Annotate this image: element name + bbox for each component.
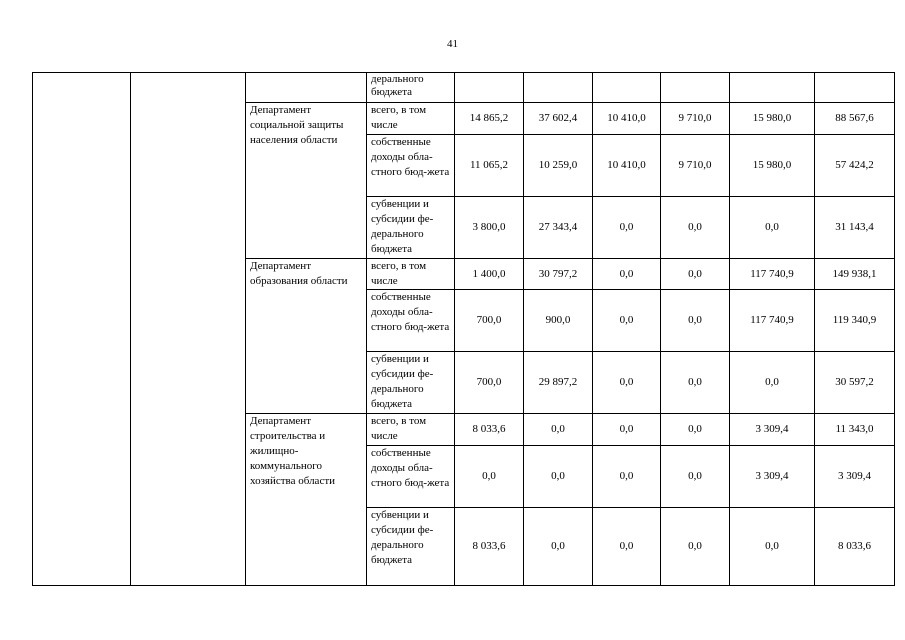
table-row [33, 73, 895, 103]
value-cell [730, 73, 815, 103]
funding-type-cell: собственные доходы обла-стного бюд-жета [367, 290, 455, 352]
value-cell: 0,0 [593, 290, 661, 352]
value-cell: 0,0 [524, 414, 593, 446]
value-cell: 10 410,0 [593, 103, 661, 135]
value-cell: 0,0 [593, 508, 661, 586]
value-cell: 0,0 [524, 508, 593, 586]
value-cell: 3 800,0 [455, 197, 524, 259]
funding-type-cell: всего, в том числе [367, 414, 455, 446]
value-cell: 37 602,4 [524, 103, 593, 135]
value-cell: 0,0 [593, 414, 661, 446]
value-cell: 900,0 [524, 290, 593, 352]
value-cell: 10 410,0 [593, 135, 661, 197]
value-cell: 0,0 [593, 352, 661, 414]
department-name-cell: Департамент социальной защиты населения области [246, 103, 367, 259]
value-cell: 11 065,2 [455, 135, 524, 197]
value-cell: 700,0 [455, 352, 524, 414]
value-cell: 0,0 [593, 446, 661, 508]
value-cell: 0,0 [730, 508, 815, 586]
value-cell: 3 309,4 [730, 446, 815, 508]
value-cell: 3 309,4 [730, 414, 815, 446]
funding-type-cell: собственные доходы обла-стного бюд-жета [367, 135, 455, 197]
funding-type-cell: субвенции и субсидии фе-дерального бюджета [367, 352, 455, 414]
funding-type-cell: субвенции и субсидии фе-дерального бюджета [367, 197, 455, 259]
value-cell: 31 143,4 [815, 197, 895, 259]
value-cell: 117 740,9 [730, 290, 815, 352]
value-cell: 9 710,0 [661, 103, 730, 135]
funding-type-cell: дерального бюджета [367, 73, 455, 103]
value-cell: 0,0 [661, 446, 730, 508]
department-cell-empty [246, 73, 367, 103]
value-cell: 149 938,1 [815, 259, 895, 290]
value-cell: 0,0 [730, 197, 815, 259]
value-cell: 30 597,2 [815, 352, 895, 414]
budget-table [32, 72, 895, 586]
funding-type-cell: собственные доходы обла-стного бюд-жета [367, 446, 455, 508]
value-cell: 9 710,0 [661, 135, 730, 197]
value-cell: 15 980,0 [730, 135, 815, 197]
value-cell: 0,0 [661, 259, 730, 290]
value-cell [593, 73, 661, 103]
value-cell: 119 340,9 [815, 290, 895, 352]
value-cell: 0,0 [593, 259, 661, 290]
value-cell: 15 980,0 [730, 103, 815, 135]
value-cell: 0,0 [661, 197, 730, 259]
value-cell: 0,0 [661, 352, 730, 414]
value-cell: 11 343,0 [815, 414, 895, 446]
funding-type-cell: всего, в том числе [367, 103, 455, 135]
value-cell: 0,0 [524, 446, 593, 508]
value-cell [815, 73, 895, 103]
page-number: 41 [447, 38, 458, 50]
value-cell: 14 865,2 [455, 103, 524, 135]
value-cell: 117 740,9 [730, 259, 815, 290]
value-cell: 88 567,6 [815, 103, 895, 135]
value-cell: 0,0 [730, 352, 815, 414]
department-name-cell: Департамент строительства и жилищно-коммунального хозяйства области [246, 414, 367, 586]
value-cell: 8 033,6 [815, 508, 895, 586]
value-cell [524, 73, 593, 103]
value-cell [455, 73, 524, 103]
section-cell-2 [131, 73, 246, 586]
value-cell: 8 033,6 [455, 508, 524, 586]
value-cell: 0,0 [455, 446, 524, 508]
value-cell: 0,0 [593, 197, 661, 259]
value-cell: 57 424,2 [815, 135, 895, 197]
value-cell [661, 73, 730, 103]
value-cell: 3 309,4 [815, 446, 895, 508]
funding-type-cell: всего, в том числе [367, 259, 455, 290]
value-cell: 0,0 [661, 414, 730, 446]
value-cell: 27 343,4 [524, 197, 593, 259]
section-cell-1 [33, 73, 131, 586]
value-cell: 30 797,2 [524, 259, 593, 290]
value-cell: 8 033,6 [455, 414, 524, 446]
value-cell: 1 400,0 [455, 259, 524, 290]
value-cell: 10 259,0 [524, 135, 593, 197]
value-cell: 0,0 [661, 508, 730, 586]
funding-type-cell: субвенции и субсидии фе-дерального бюджета [367, 508, 455, 586]
value-cell: 700,0 [455, 290, 524, 352]
department-name-cell: Департамент образования области [246, 259, 367, 414]
value-cell: 0,0 [661, 290, 730, 352]
value-cell: 29 897,2 [524, 352, 593, 414]
